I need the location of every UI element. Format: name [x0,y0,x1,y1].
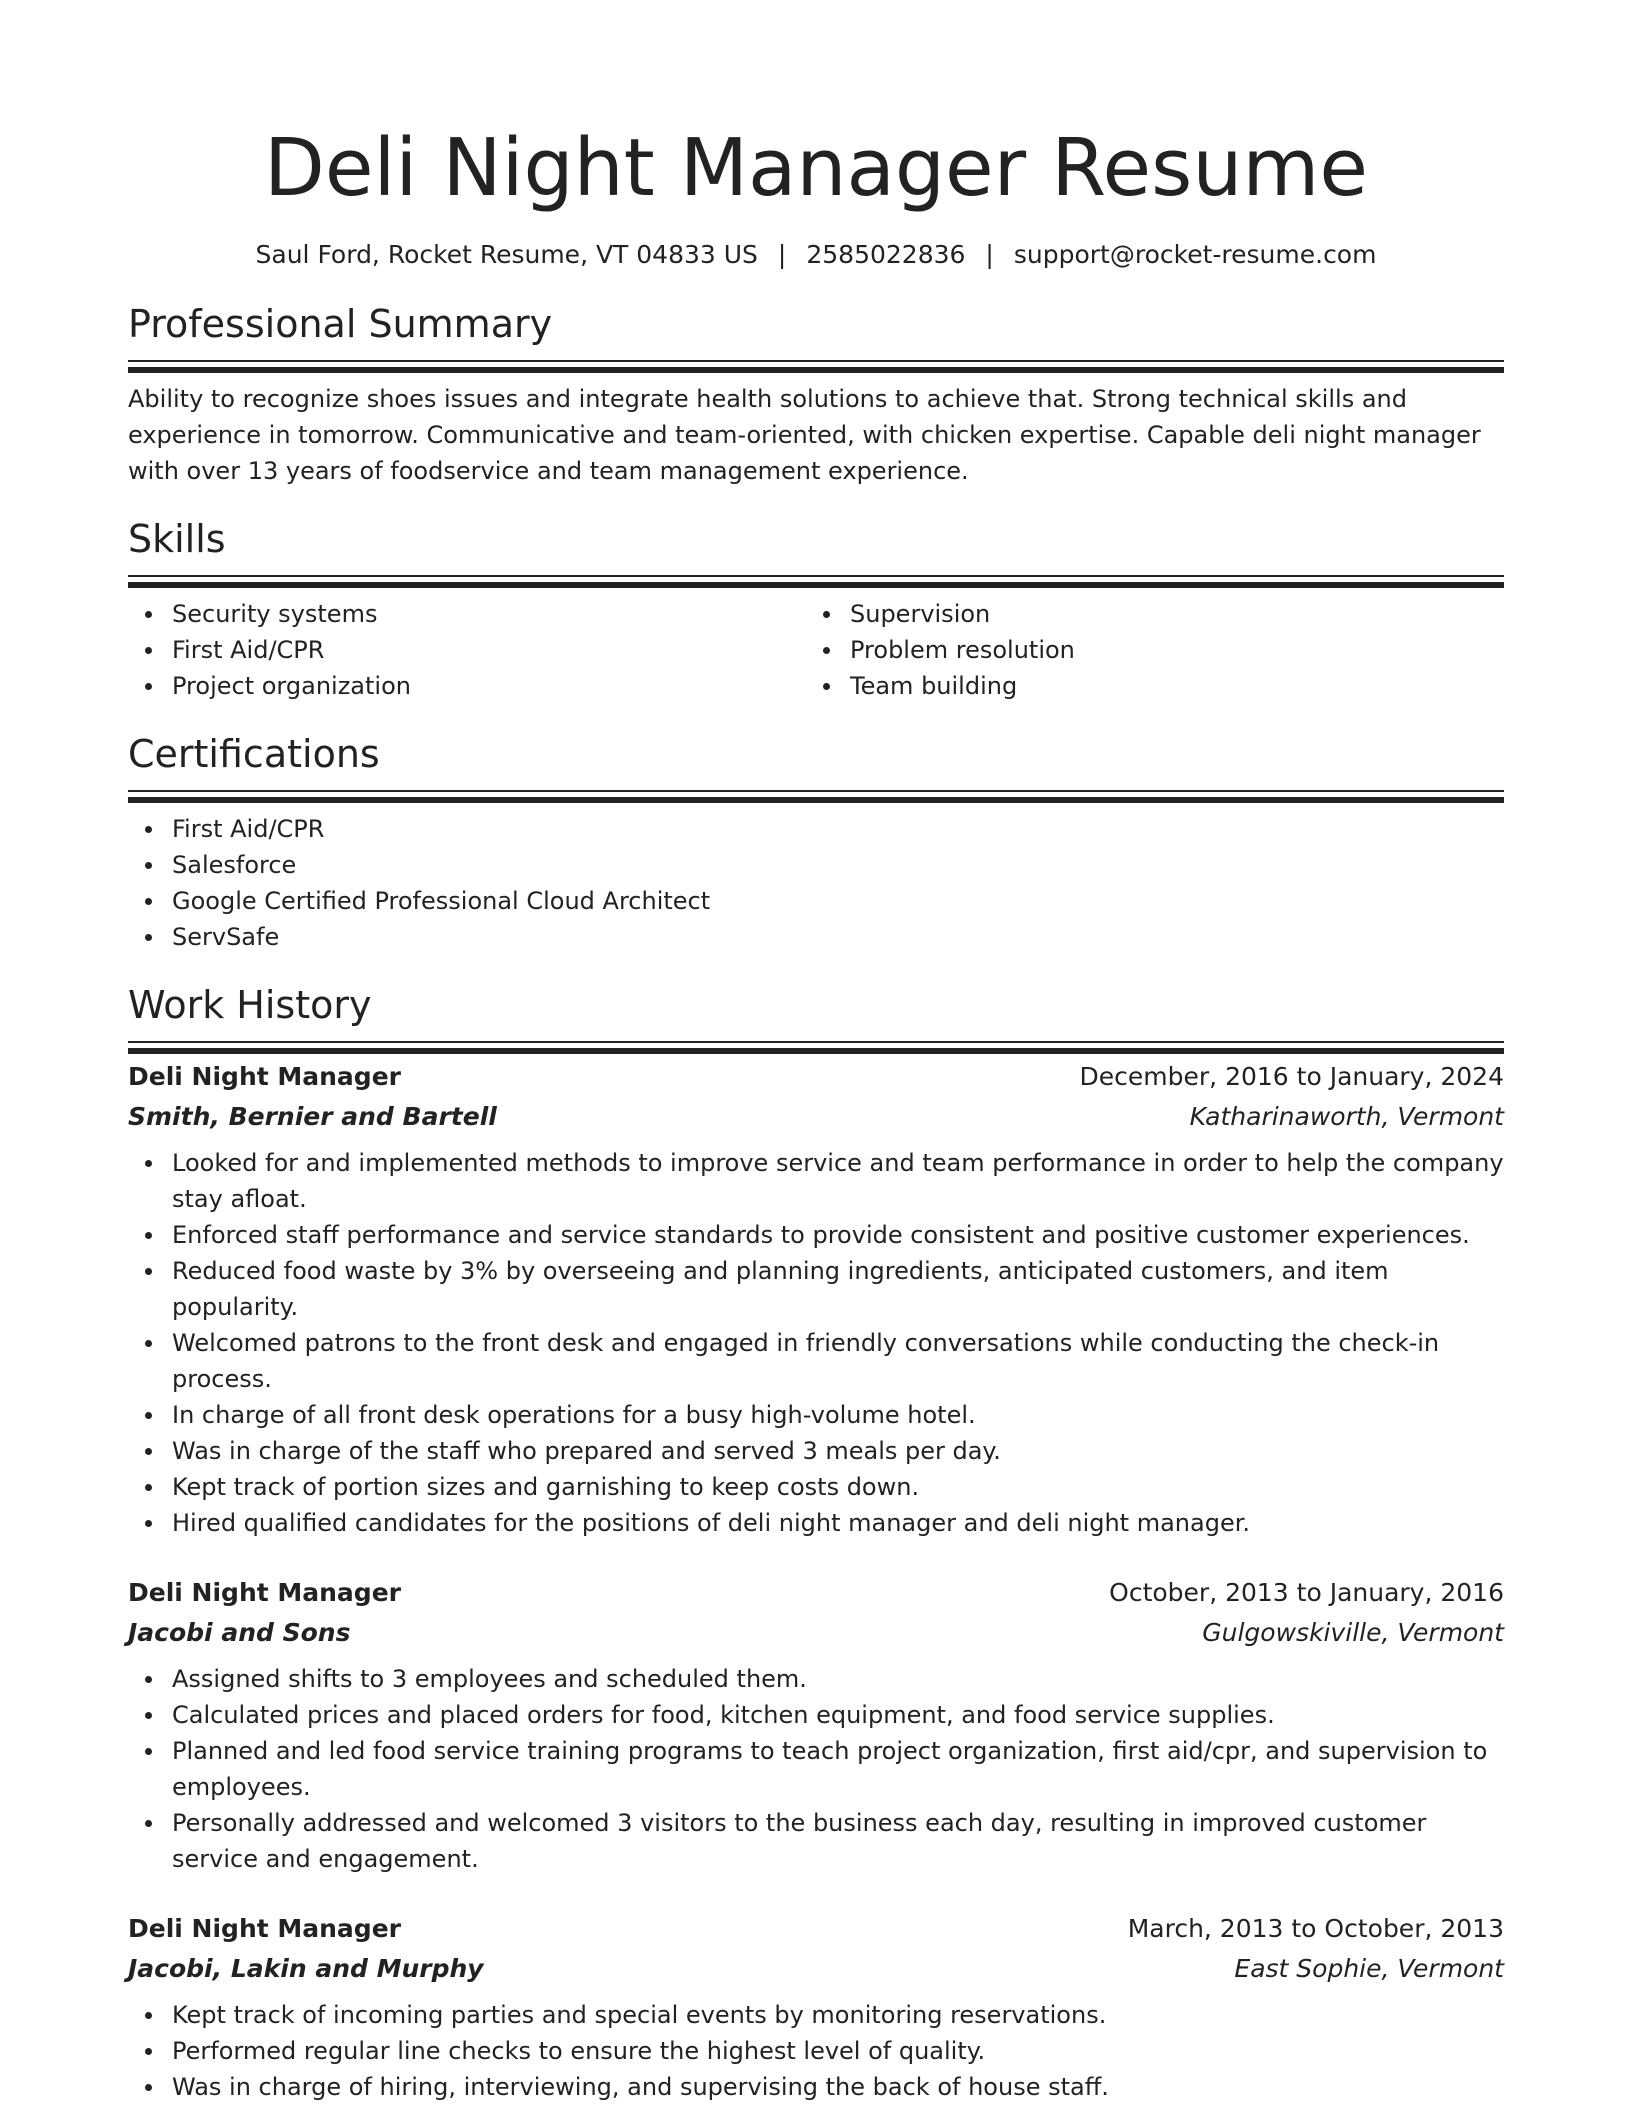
skills-grid [128,596,1504,704]
section-divider [128,360,1504,362]
summary-text: Ability to recognize shoes issues and integrate health solutions to achieve that. Strong technical skills and experience in tomorrow. Communicative and team-oriented, with chicken expertise. Capable deli night manager with over 13 years of foodservice and team management experience. [128,385,1481,485]
contact-separator: | [777,240,787,269]
job-bullet: Assigned shifts to 3 employees and scheduled them. [172,1661,1504,1697]
certifications-heading: Certifications [128,732,380,776]
job-dates: October, 2013 to January, 2016 [1109,1578,1504,1607]
certification-item: Google Certified Professional Cloud Architect [172,883,1504,919]
summary-section [128,300,1504,489]
certification-item: First Aid/CPR [172,811,1504,847]
job-company: Jacobi and Sons [128,1618,351,1647]
skill-item: Project organization [172,668,806,704]
section-divider [128,790,1504,792]
skills-column-right [806,596,1484,704]
job-bullet: Was in charge of hiring, interviewing, and supervising the back of house staff. [172,2069,1504,2105]
job-title: Deli Night Manager [128,1062,401,1091]
section-divider [128,575,1504,577]
resume-title: Deli Night Manager Resume [264,122,1368,214]
job-location: East Sophie, Vermont [1234,1954,1504,1983]
job-bullet: Enforced staff performance and service standards to provide consistent and positive customer experiences. [172,1217,1504,1253]
job-dates: December, 2016 to January, 2024 [1079,1062,1504,1091]
job-bullet: Looked for and implemented methods to improve service and team performance in order to help the company stay afloat. [172,1145,1504,1217]
job-title: Deli Night Manager [128,1578,401,1607]
job-bullet: Kept track of incoming parties and special events by monitoring reservations. [172,1997,1504,2033]
skill-item: Security systems [172,596,806,632]
job-company: Smith, Bernier and Bartell [128,1102,497,1131]
work-history-section [128,981,1504,2105]
job-entry [128,1909,1504,2105]
job-bullet: Planned and led food service training programs to teach project organization, first aid/cpr, and supervision to employees. [172,1733,1504,1805]
skills-column-left [128,596,806,704]
job-bullet: Hired qualified candidates for the positions of deli night manager and deli night manager. [172,1505,1504,1541]
contact-address: Saul Ford, Rocket Resume, VT 04833 US [255,240,758,269]
job-bullets [128,1145,1504,1541]
skills-heading: Skills [128,517,226,561]
job-bullet: Was in charge of the staff who prepared and served 3 meals per day. [172,1433,1504,1469]
job-bullet: In charge of all front desk operations for a busy high-volume hotel. [172,1397,1504,1433]
job-bullets [128,1661,1504,1877]
job-company: Jacobi, Lakin and Murphy [128,1954,484,1983]
section-divider [128,1041,1504,1043]
certifications-list [128,811,1504,955]
job-bullet: Performed regular line checks to ensure the highest level of quality. [172,2033,1504,2069]
job-bullet: Calculated prices and placed orders for food, kitchen equipment, and food service supplies. [172,1697,1504,1733]
job-bullet: Personally addressed and welcomed 3 visitors to the business each day, resulting in improved customer service and engagement. [172,1805,1504,1877]
contact-line [128,238,1504,272]
resume-page [128,0,1504,2105]
summary-heading: Professional Summary [128,302,553,346]
certifications-section [128,730,1504,955]
job-bullet: Kept track of portion sizes and garnishing to keep costs down. [172,1469,1504,1505]
skill-item: Team building [850,668,1484,704]
job-bullet: Reduced food waste by 3% by overseeing and planning ingredients, anticipated customers, and item popularity. [172,1253,1504,1325]
skill-item: Supervision [850,596,1484,632]
job-location: Gulgowskiville, Vermont [1202,1618,1504,1647]
skill-item: Problem resolution [850,632,1484,668]
job-entry [128,1573,1504,1877]
job-location: Katharinaworth, Vermont [1189,1102,1504,1131]
contact-separator: | [985,240,994,269]
job-dates: March, 2013 to October, 2013 [1127,1914,1504,1943]
job-title: Deli Night Manager [128,1914,401,1943]
job-bullet: Welcomed patrons to the front desk and engaged in friendly conversations while conducting the check-in process. [172,1325,1504,1397]
job-entry [128,1057,1504,1541]
skills-section [128,515,1504,704]
certification-item: ServSafe [172,919,1504,955]
skill-item: First Aid/CPR [172,632,806,668]
contact-phone: 2585022836 [806,240,966,269]
job-bullets [128,1997,1504,2105]
work-history-heading: Work History [128,983,372,1027]
certification-item: Salesforce [172,847,1504,883]
contact-email: support@rocket-resume.com [1013,240,1377,269]
